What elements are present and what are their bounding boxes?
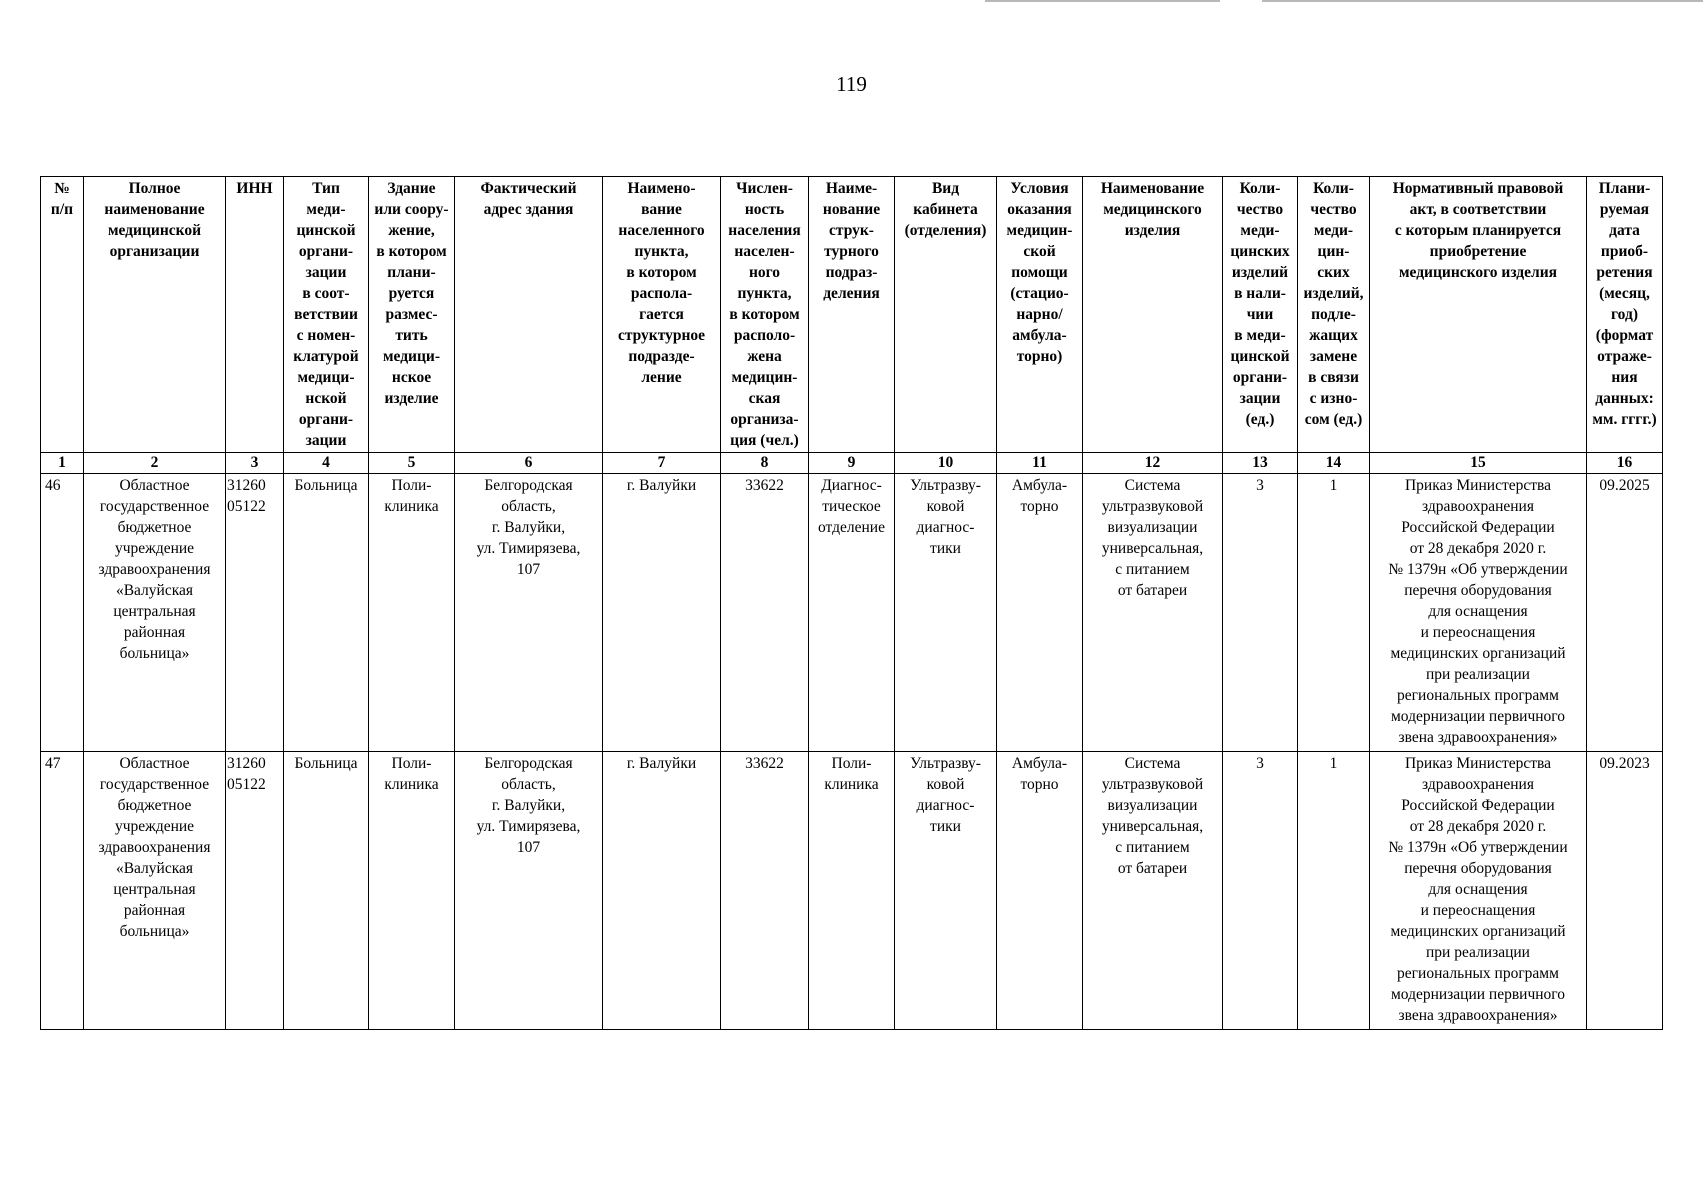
col-header: Тип меди- цинской органи- зации в соот- ветствии с номен- клатурой медици- нской органи- зации xyxy=(284,177,369,453)
col-header: Наиме- нование струк- турного подраз- деления xyxy=(809,177,895,453)
col-header: Плани- руемая дата приоб- ретения (месяц, год) (формат отраже- ния данных: мм. гггг.) xyxy=(1587,177,1663,453)
col-number: 16 xyxy=(1587,453,1663,474)
organization-name-cell: Областное государственное бюджетное учреждение здравоохранения «Валуйская центральная районная больница» xyxy=(84,752,226,1030)
col-header: Нормативный правовой акт, в соответствии с которым планируется приобретение медицинского изделия xyxy=(1370,177,1587,453)
inn-cell: 31260 05122 xyxy=(226,752,284,1030)
col-header: ИНН xyxy=(226,177,284,453)
col-header: Вид кабинета (отделения) xyxy=(895,177,997,453)
device-name-cell: Система ультразвуковой визуализации универсальная, с питанием от батареи xyxy=(1083,474,1223,752)
header-row xyxy=(41,177,1663,453)
col-header: Числен- ность населения населен- ного пункта, в котором располо- жена медицин- ская организа- ция (чел.) xyxy=(721,177,809,453)
cabinet-type-cell: Ультразву- ковой диагнос- тики xyxy=(895,474,997,752)
inn-cell: 31260 05122 xyxy=(226,474,284,752)
equipment-register-table xyxy=(40,176,1663,1030)
col-number: 2 xyxy=(84,453,226,474)
building-cell: Поли- клиника xyxy=(369,752,455,1030)
quantity-replace-cell: 1 xyxy=(1298,752,1370,1030)
col-number: 15 xyxy=(1370,453,1587,474)
col-number: 11 xyxy=(997,453,1083,474)
col-header: Наимено- вание населенного пункта, в котором распола- гается структурное подразде- ление xyxy=(603,177,721,453)
planned-date-cell: 09.2023 xyxy=(1587,752,1663,1030)
col-number: 1 xyxy=(41,453,84,474)
col-header: Здание или соору- жение, в котором плани- руется размес- тить медици- нское изделие xyxy=(369,177,455,453)
building-cell: Поли- клиника xyxy=(369,474,455,752)
col-header: Наименование медицинского изделия xyxy=(1083,177,1223,453)
col-number: 5 xyxy=(369,453,455,474)
col-number: 8 xyxy=(721,453,809,474)
legal-act-cell: Приказ Министерства здравоохранения Российской Федерации от 28 декабря 2020 г. № 1379н «Об утверждении перечня оборудования для оснащения и переоснащения медицинских организаций при реализации региональных программ модернизации первичного звена здравоохранения» xyxy=(1370,752,1587,1030)
population-cell: 33622 xyxy=(721,474,809,752)
col-number: 7 xyxy=(603,453,721,474)
quantity-replace-cell: 1 xyxy=(1298,474,1370,752)
device-name-cell: Система ультразвуковой визуализации универсальная, с питанием от батареи xyxy=(1083,752,1223,1030)
col-header: Условия оказания медицин- ской помощи (стацио- нарно/ амбула- торно) xyxy=(997,177,1083,453)
settlement-cell: г. Валуйки xyxy=(603,474,721,752)
col-header: № п/п xyxy=(41,177,84,453)
col-number: 3 xyxy=(226,453,284,474)
col-header: Полное наименование медицинской организации xyxy=(84,177,226,453)
subdivision-cell: Диагнос- тическое отделение xyxy=(809,474,895,752)
col-number: 14 xyxy=(1298,453,1370,474)
col-number: 13 xyxy=(1223,453,1298,474)
quantity-available-cell: 3 xyxy=(1223,474,1298,752)
table-row xyxy=(41,474,1663,752)
population-cell: 33622 xyxy=(721,752,809,1030)
col-number: 9 xyxy=(809,453,895,474)
address-cell: Белгородская область, г. Валуйки, ул. Тимирязева, 107 xyxy=(455,474,603,752)
column-number-row xyxy=(41,453,1663,474)
page-number: 119 xyxy=(836,72,867,96)
legal-act-cell: Приказ Министерства здравоохранения Российской Федерации от 28 декабря 2020 г. № 1379н «Об утверждении перечня оборудования для оснащения и переоснащения медицинских организаций при реализации региональных программ модернизации первичного звена здравоохранения» xyxy=(1370,474,1587,752)
quantity-available-cell: 3 xyxy=(1223,752,1298,1030)
care-conditions-cell: Амбула- торно xyxy=(997,752,1083,1030)
col-number: 4 xyxy=(284,453,369,474)
organization-type-cell: Больница xyxy=(284,474,369,752)
row-number-cell: 46 xyxy=(41,474,84,752)
scan-edge-line xyxy=(1262,0,1703,2)
row-number-cell: 47 xyxy=(41,752,84,1030)
table-row xyxy=(41,752,1663,1030)
subdivision-cell: Поли- клиника xyxy=(809,752,895,1030)
care-conditions-cell: Амбула- торно xyxy=(997,474,1083,752)
col-header: Коли- чество меди- цинских изделий в нали- чии в меди- цинской органи- зации (ед.) xyxy=(1223,177,1298,453)
scan-edge-line xyxy=(985,0,1220,2)
col-header: Фактический адрес здания xyxy=(455,177,603,453)
organization-name-cell: Областное государственное бюджетное учреждение здравоохранения «Валуйская центральная районная больница» xyxy=(84,474,226,752)
organization-type-cell: Больница xyxy=(284,752,369,1030)
address-cell: Белгородская область, г. Валуйки, ул. Тимирязева, 107 xyxy=(455,752,603,1030)
planned-date-cell: 09.2025 xyxy=(1587,474,1663,752)
col-number: 6 xyxy=(455,453,603,474)
col-number: 10 xyxy=(895,453,997,474)
settlement-cell: г. Валуйки xyxy=(603,752,721,1030)
cabinet-type-cell: Ультразву- ковой диагнос- тики xyxy=(895,752,997,1030)
col-header: Коли- чество меди- цин- ских изделий, подле- жащих замене в связи с изно- сом (ед.) xyxy=(1298,177,1370,453)
col-number: 12 xyxy=(1083,453,1223,474)
